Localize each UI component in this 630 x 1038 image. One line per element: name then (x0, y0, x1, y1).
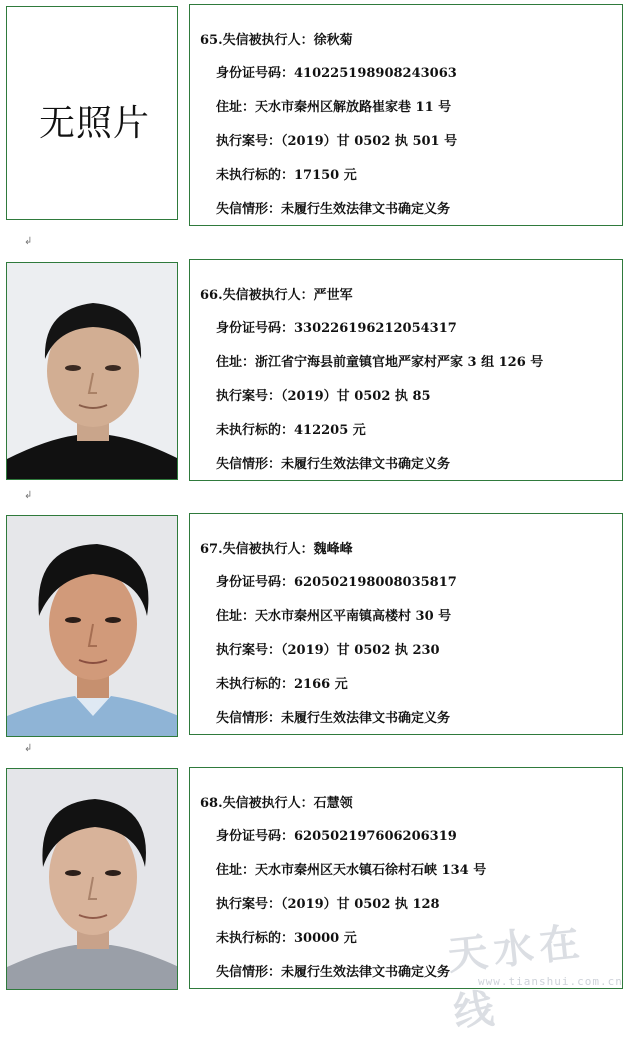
site-watermark: 天水在线 (445, 919, 588, 1037)
person-case-number: 执行案号：（2019）甘 0502 执 230 (216, 643, 440, 658)
person-address: 住址：天水市秦州区平南镇高楼村 30 号 (216, 609, 452, 624)
person-situation: 失信情形：未履行生效法律文书确定义务 (216, 965, 451, 980)
person-photo (6, 768, 178, 990)
paragraph-mark: ↲ (24, 743, 33, 754)
person-situation: 失信情形：未履行生效法律文书确定义务 (216, 202, 451, 217)
person-unpaid-amount: 未执行标的：30000 元 (216, 931, 357, 946)
person-case-number: 执行案号：（2019）甘 0502 执 85 (216, 389, 431, 404)
person-case-number: 执行案号：（2019）甘 0502 执 128 (216, 897, 440, 912)
person-situation: 失信情形：未履行生效法律文书确定义务 (216, 711, 451, 726)
person-situation: 失信情形：未履行生效法律文书确定义务 (216, 457, 451, 472)
person-title: 65.失信被执行人：徐秋菊 (200, 33, 353, 48)
person-case-number: 执行案号：（2019）甘 0502 执 501 号 (216, 134, 458, 149)
person-title: 66.失信被执行人：严世军 (200, 288, 353, 303)
paragraph-mark: ↲ (24, 490, 33, 501)
person-photo (6, 262, 178, 480)
person-photo (6, 515, 178, 737)
person-address: 住址：天水市秦州区天水镇石徐村石峡 134 号 (216, 863, 487, 878)
person-unpaid-amount: 未执行标的：17150 元 (216, 168, 357, 183)
person-card-67 (189, 513, 623, 735)
site-watermark-url: www.tianshui.com.cn (478, 975, 623, 988)
person-id-number: 身份证号码：410225198908243063 (216, 66, 457, 81)
portrait-illustration (7, 263, 178, 480)
portrait-illustration (7, 769, 178, 990)
person-address: 住址：浙江省宁海县前童镇官地严家村严家 3 组 126 号 (216, 355, 544, 370)
paragraph-mark: ↲ (24, 236, 33, 247)
person-title: 67.失信被执行人：魏峰峰 (200, 542, 353, 557)
person-id-number: 身份证号码：620502197606206319 (216, 829, 457, 844)
person-card-66 (189, 259, 623, 481)
no-photo-box (6, 6, 178, 220)
no-photo-label: 无照片 (39, 103, 151, 144)
person-unpaid-amount: 未执行标的：412205 元 (216, 423, 366, 438)
person-id-number: 身份证号码：330226196212054317 (216, 321, 457, 336)
person-title: 68.失信被执行人：石慧领 (200, 796, 353, 811)
person-address: 住址：天水市秦州区解放路崔家巷 11 号 (216, 100, 452, 115)
person-card-65 (189, 4, 623, 226)
portrait-illustration (7, 516, 178, 737)
person-id-number: 身份证号码：620502198008035817 (216, 575, 457, 590)
person-unpaid-amount: 未执行标的：2166 元 (216, 677, 348, 692)
